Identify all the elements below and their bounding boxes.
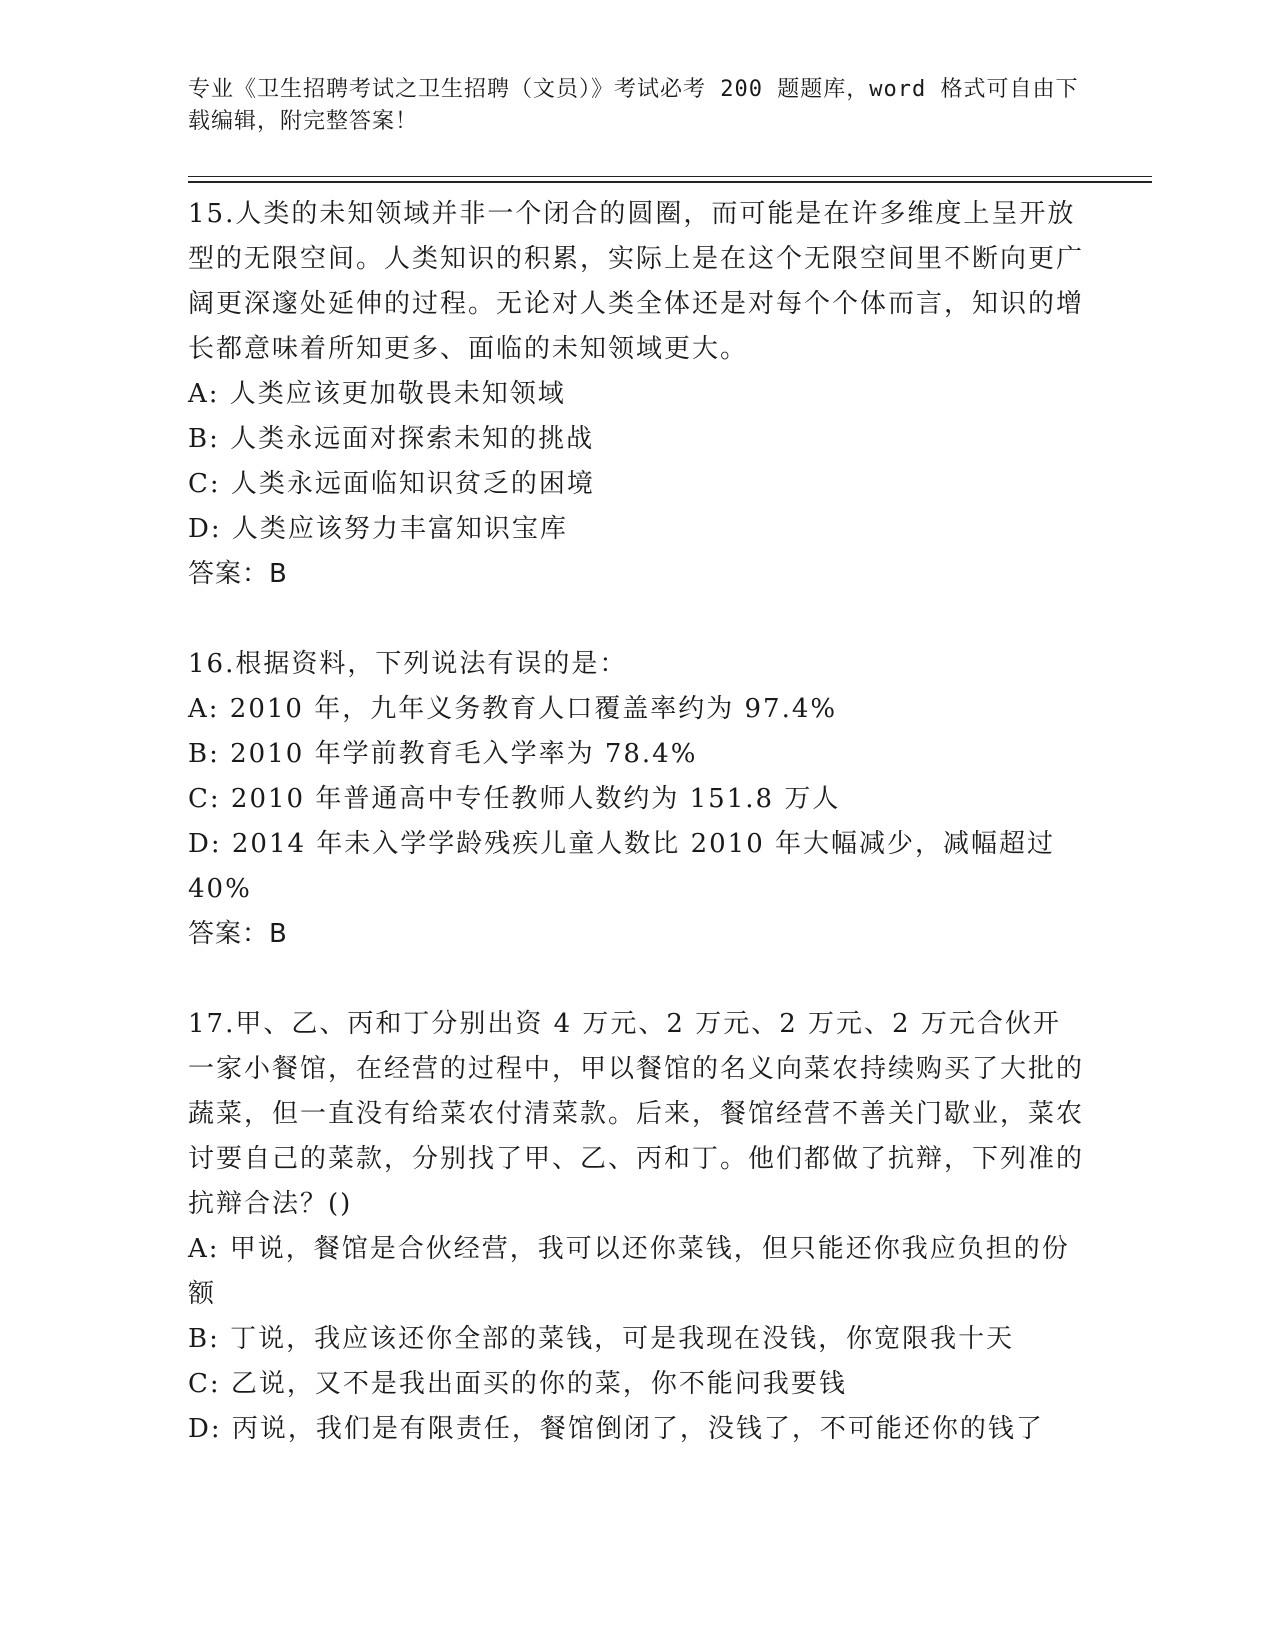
option-d: D: 人类应该努力丰富知识宝库 xyxy=(188,514,568,544)
option-c: C: 人类永远面临知识贫乏的困境 xyxy=(188,469,595,499)
option-c: C: 2010 年普通高中专任教师人数约为 151.8 万人 xyxy=(188,784,841,814)
header-rule-thin xyxy=(188,176,1152,177)
document-header: 专业《卫生招聘考试之卫生招聘（文员）》考试必考 200 题题库，word 格式可自由下载编辑，附完整答案！ xyxy=(188,77,1079,134)
question-15 xyxy=(188,192,1088,597)
answer: 答案：B xyxy=(188,919,288,949)
option-d: D: 2014 年未入学学龄残疾儿童人数比 2010 年大幅减少，减幅超过 40% xyxy=(188,829,1056,904)
option-a: A: 2010 年，九年义务教育人口覆盖率约为 97.4% xyxy=(188,694,838,724)
option-d: D: 丙说，我们是有限责任，餐馆倒闭了，没钱了，不可能还你的钱了 xyxy=(188,1414,1044,1444)
option-b: B: 2010 年学前教育毛入学率为 78.4% xyxy=(188,739,698,769)
option-b: B: 丁说，我应该还你全部的菜钱，可是我现在没钱，你宽限我十天 xyxy=(188,1324,1015,1354)
question-stem: 17.甲、乙、丙和丁分别出资 4 万元、2 万元、2 万元、2 万元合伙开一家小餐馆，在经营的过程中，甲以餐馆的名义向菜农持续购买了大批的蔬菜，但一直没有给菜农付清菜款。后来，餐馆经营不善关门歇业，菜农讨要自己的菜款，分别找了甲、乙、丙和丁。他们都做了抗辩，下列准的抗辩合法？() xyxy=(188,1009,1085,1219)
spacer xyxy=(188,597,1088,642)
header-rule-thick xyxy=(188,181,1152,183)
answer: 答案：B xyxy=(188,559,288,589)
question-17 xyxy=(188,1002,1088,1452)
option-b: B: 人类永远面对探索未知的挑战 xyxy=(188,424,595,454)
option-c: C: 乙说，又不是我出面买的你的菜，你不能问我要钱 xyxy=(188,1369,847,1399)
option-a: A: 人类应该更加敬畏未知领域 xyxy=(188,379,566,409)
option-a: A: 甲说，餐馆是合伙经营，我可以还你菜钱，但只能还你我应负担的份额 xyxy=(188,1234,1070,1309)
question-stem: 15.人类的未知领域并非一个闭合的圆圈，而可能是在许多维度上呈开放型的无限空间。人类知识的积累，实际上是在这个无限空间里不断向更广阔更深邃处延伸的过程。无论对人类全体还是对每个个体而言，知识的增长都意味着所知更多、面临的未知领域更大。 xyxy=(188,199,1085,364)
spacer xyxy=(188,957,1088,1002)
question-16 xyxy=(188,642,1088,957)
question-list xyxy=(188,192,1088,1452)
question-stem: 16.根据资料，下列说法有误的是： xyxy=(188,649,628,679)
